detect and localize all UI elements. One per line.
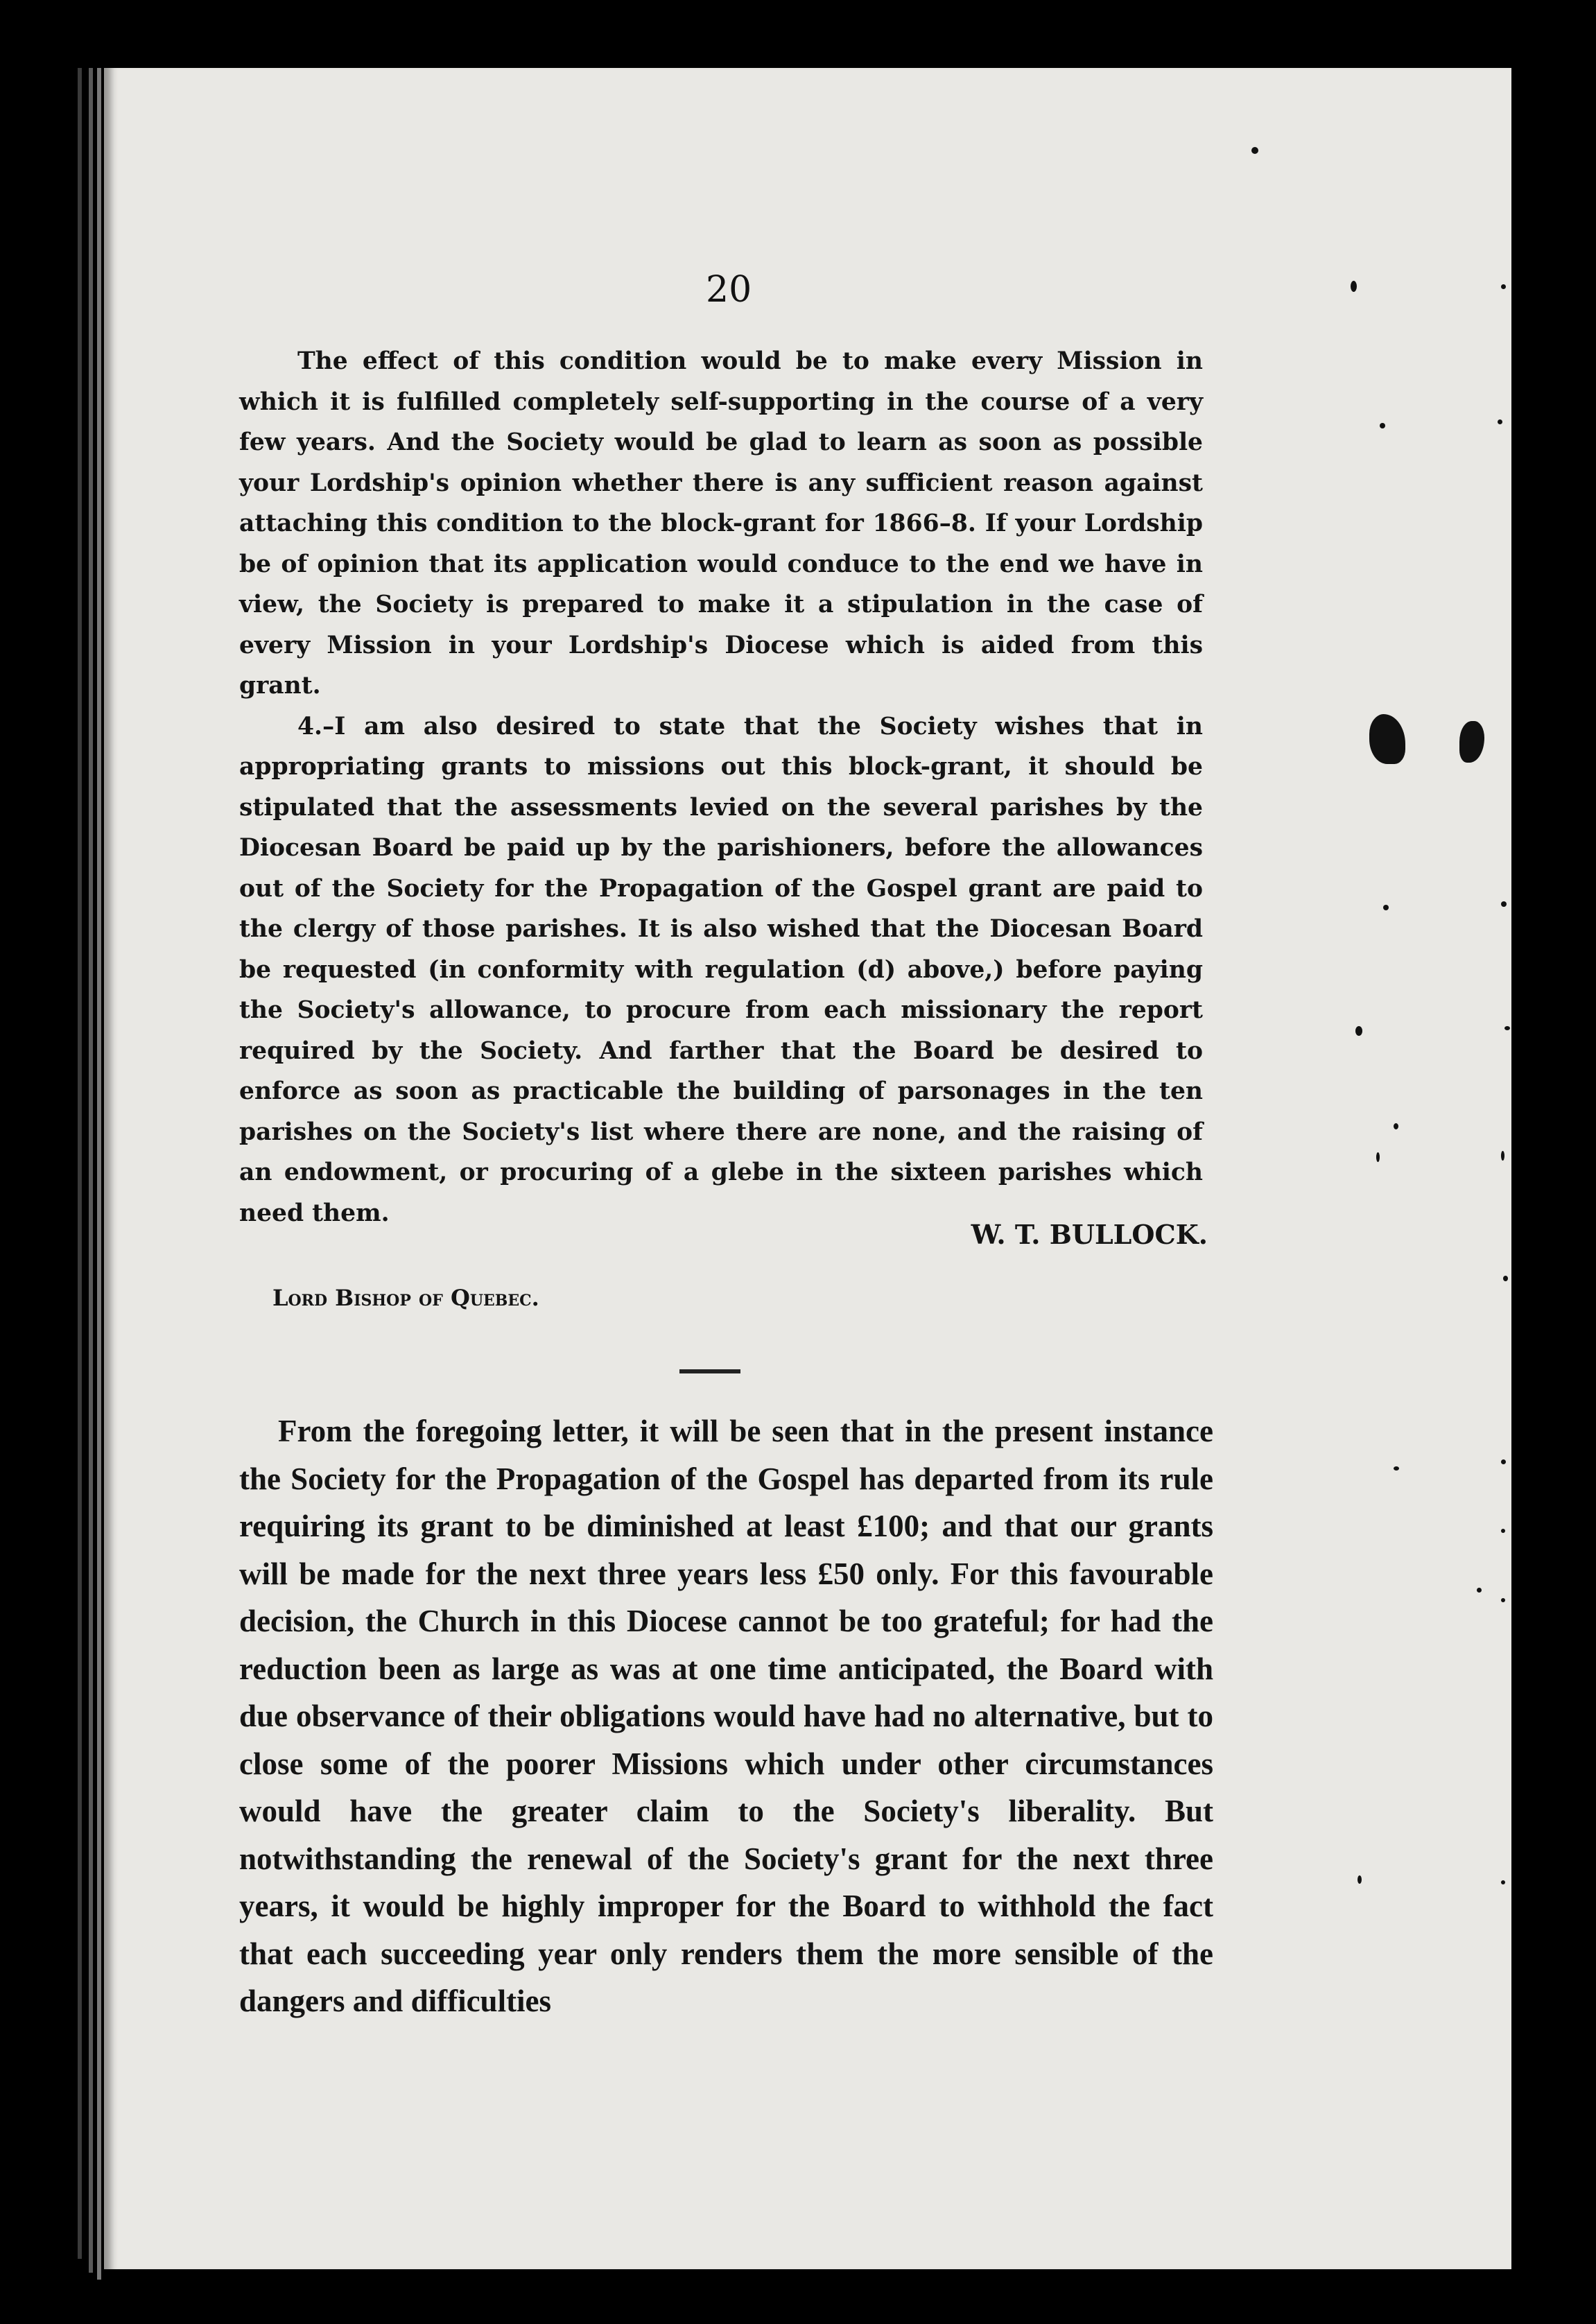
ink-speck <box>1501 1598 1505 1602</box>
stacked-page-edge <box>97 68 101 2280</box>
ink-speck <box>1251 147 1258 154</box>
ink-speck <box>1477 1588 1482 1593</box>
ink-speck <box>1358 1875 1362 1884</box>
ink-speck <box>1501 1151 1504 1161</box>
ink-speck <box>1376 1152 1380 1162</box>
ink-speck <box>1501 901 1507 907</box>
letter-signature: W. T. BULLOCK. <box>971 1219 1208 1250</box>
ink-speck <box>1355 1026 1362 1036</box>
ink-speck <box>1504 1026 1510 1030</box>
ink-speck <box>1351 281 1357 292</box>
letter-paragraph: 4.–I am also desired to state that the Society wishes that in appropriating grants to missions out this block-grant, it should be stipulated that the assessments levied on the several parishes by the Diocesan Board be paid up by the parishioners, before the allowances out of the Society for the Propagation of the Gospel grant are paid to the clergy of those parishes. It is also wished that the Diocesan Board be requested (in conformity with regulation (d) above,) before paying the Society's allowance, to procure from each missionary the report required by the Society. And farther that the Board be desired to enforce as soon as practicable the building of parsonages in the ten parishes on the Society's list where there are none, and the raising of an endowment, or procuring of a glebe in the sixteen parishes which need them. <box>239 712 1203 1227</box>
ink-speck <box>1498 419 1502 424</box>
letter-addressee: Lord Bishop of Quebec. <box>272 1285 539 1311</box>
stacked-page-edge <box>89 68 93 2273</box>
letter-paragraph: The effect of this condition would be to make every Mission in which it is fulfilled completely self-supporting in the course of a very few years. And the Society would be glad to learn as soon as possible your Lordship's opinion whether there is any sufficient reason against attaching this condition to the block-grant for 1866–8. If your Lordship be of opinion that its application would conduce to the end we have in view, the Society is prepared to make it a stipulation in the case of every Mission in your Lordship's Diocese which is aided from this grant. <box>239 347 1203 700</box>
ink-speck <box>1380 423 1385 428</box>
ink-speck <box>1383 905 1389 910</box>
section-divider <box>679 1369 740 1373</box>
commentary-paragraph: From the foregoing letter, it will be seen that in the present instance the Society for the Propagation of the Gospel has departed from its rule requiring its grant to be diminished at least £100; and that our grants will be made for the next three years less £50 only. For this favourable decision, the Church in this Diocese cannot be too grateful; for had the reduction been as large as was at one time anticipated, the Board with due observance of their obligations would have had no alternative, but to close some of the poorer Missions which under other circumstances would have the greater claim to the Society's liberality. But notwithstanding the renewal of the Society's grant for the next three years, it would be highly improper for the Board to withhold the fact that each succeeding year only renders them the more sensible of the dangers and difficulties <box>239 1414 1213 2018</box>
ink-speck <box>1503 1276 1508 1281</box>
ink-speck <box>1394 1466 1399 1471</box>
ink-speck <box>1501 284 1506 289</box>
page-number: 20 <box>706 269 752 311</box>
letter-body <box>239 341 1203 1233</box>
ink-speck <box>1501 1880 1505 1884</box>
ink-speck <box>1501 1459 1506 1464</box>
ink-speck <box>1394 1123 1398 1129</box>
commentary-body <box>239 1407 1213 2025</box>
ink-speck <box>1501 1529 1505 1533</box>
stacked-page-edge <box>78 68 82 2259</box>
